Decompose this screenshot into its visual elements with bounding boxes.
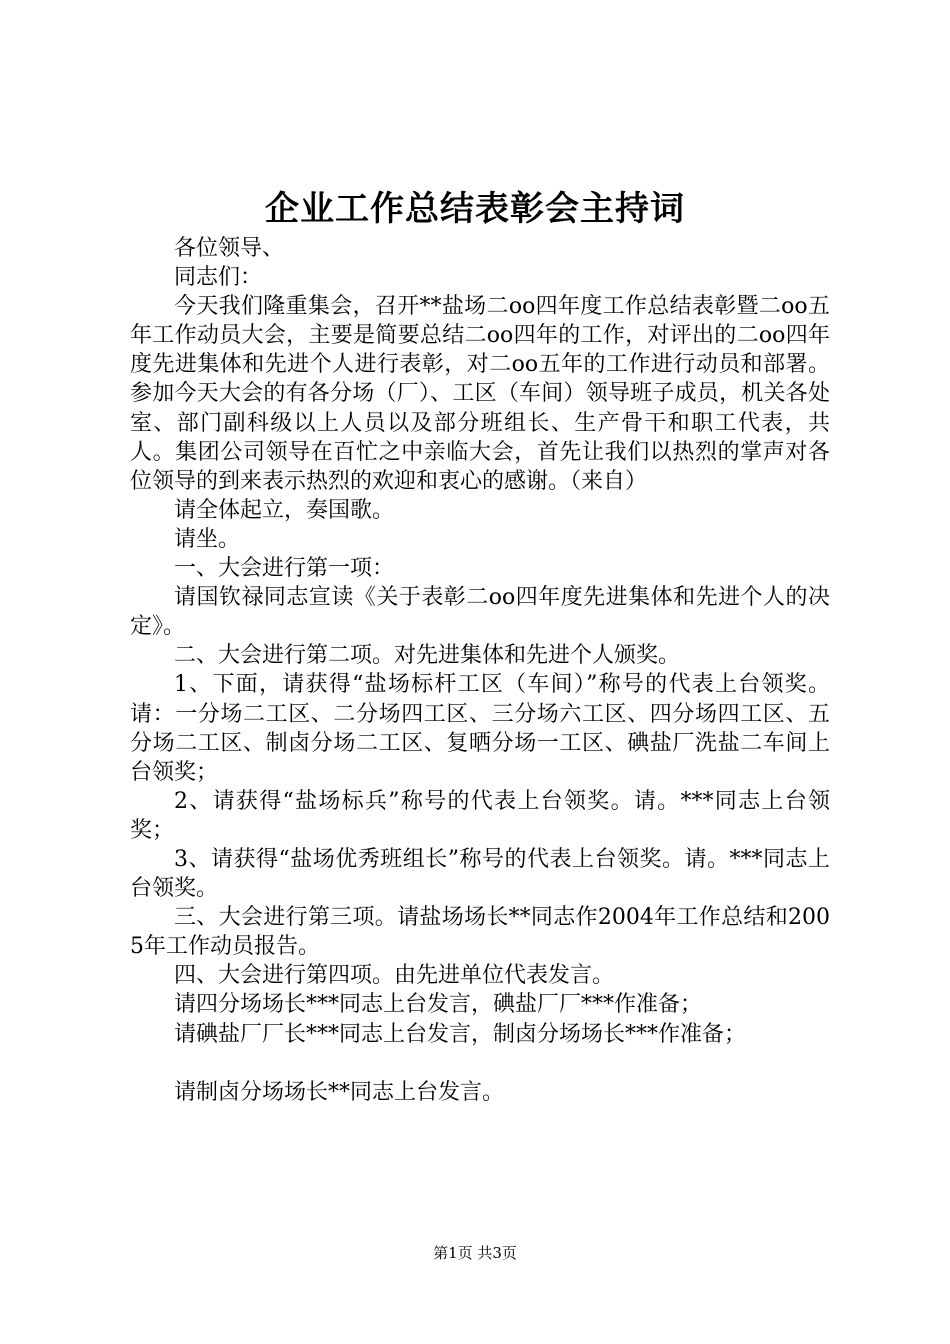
paragraph: 1、下面，请获得“盐场标杆工区（车间）”称号的代表上台领奖。请：一分场二工区、二分场四工区、三分场六工区、四分场四工区、五分场二工区、制卤分场二工区、复晒分场一工区、碘盐厂洗盐二车间上台领奖；	[130, 672, 830, 785]
paragraph: 请坐。	[174, 526, 241, 552]
paragraph: 3、请获得“盐场优秀班组长”称号的代表上台领奖。请。***同志上台领奖。	[130, 846, 830, 902]
paragraph: 三、大会进行第三项。请盐场场长**同志作2004年工作总结和2005年工作动员报告。	[130, 905, 830, 960]
document-title: 企业工作总结表彰会主持词	[265, 189, 685, 229]
paragraph: 请碘盐厂厂长***同志上台发言，制卤分场场长***作准备；	[174, 1021, 747, 1047]
paragraph: 一、大会进行第一项：	[174, 556, 395, 582]
paragraph: 今天我们隆重集会，召开**盐场二oo四年度工作总结表彰暨二oo五年工作动员大会，主要是简要总结二oo四年的工作，对评出的二oo四年度先进集体和先进个人进行表彰，对二oo五年的工作进行动员和部署。参加今天大会的有各分场（厂）、工区（车间）领导班子成员，机关各处室、部门副科级以上人员以及部分班组长、生产骨干和职工代表，共人。集团公司领导在百忙之中亲临大会，首先让我们以热烈的掌声对各位领导的到来表示热烈的欢迎和衷心的感谢。（来自）	[130, 294, 830, 494]
paragraph: 同志们：	[174, 265, 263, 291]
paragraph: 二、大会进行第二项。对先进集体和先进个人颁奖。	[174, 643, 681, 669]
paragraph: 各位领导、	[174, 236, 285, 261]
paragraph: 请全体起立，奏国歌。	[174, 497, 395, 523]
paragraph: 请国钦禄同志宣读《关于表彰二oo四年度先进集体和先进个人的决定》。	[130, 585, 830, 640]
document-body	[130, 234, 830, 1107]
paragraph: 四、大会进行第四项。由先进单位代表发言。	[174, 963, 615, 989]
paragraph: 2、请获得“盐场标兵”称号的代表上台领奖。请。***同志上台领奖；	[130, 788, 830, 843]
paragraph: 请四分场场长***同志上台发言，碘盐厂厂***作准备；	[174, 992, 703, 1018]
page-footer: 第1页 共3页	[433, 1244, 517, 1262]
paragraph: 请制卤分场场长**同志上台发言。	[174, 1079, 505, 1105]
